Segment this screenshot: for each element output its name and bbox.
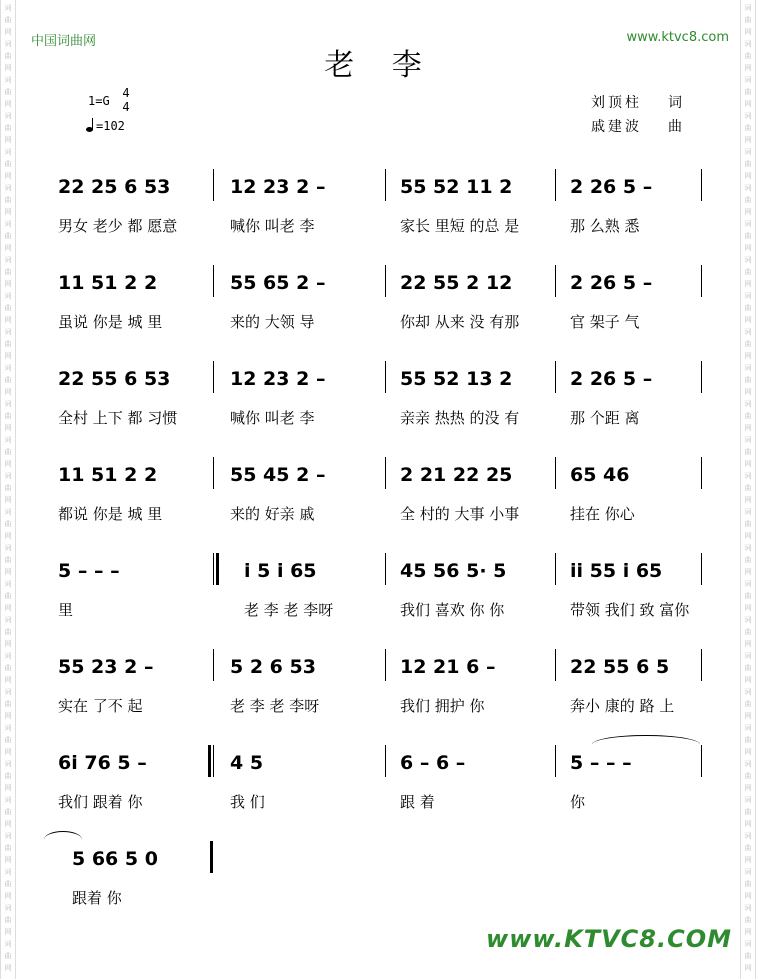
site-name-left[interactable]: 中国词曲网 — [31, 34, 97, 49]
measure-lyrics: 来的 大领 导 — [230, 313, 315, 331]
watermark-char: 网 — [744, 892, 752, 900]
watermark-char: 词 — [4, 40, 12, 48]
watermark-char: 网 — [744, 784, 752, 792]
measure-lyrics: 你 — [570, 793, 586, 811]
bar-line — [555, 649, 556, 681]
watermark-char: 曲 — [744, 52, 752, 60]
watermark-char: 曲 — [4, 520, 12, 528]
measure-notes: 55 23 2 – — [58, 656, 154, 678]
watermark-char: 网 — [4, 136, 12, 144]
bar-line — [555, 457, 556, 489]
watermark-char: 词 — [4, 580, 12, 588]
watermark-char: 网 — [4, 100, 12, 108]
measure-notes: 12 23 2 – — [230, 176, 326, 198]
watermark-char: 词 — [744, 220, 752, 228]
watermark-char: 曲 — [744, 340, 752, 348]
watermark-char: 网 — [744, 424, 752, 432]
measure-notes: 2 21 22 25 — [400, 464, 513, 486]
watermark-char: 曲 — [744, 124, 752, 132]
measure-lyrics: 喊你 叫老 李 — [230, 409, 315, 427]
measure-lyrics: 都说 你是 城 里 — [58, 505, 163, 523]
watermark-char: 词 — [744, 616, 752, 624]
watermark-char: 网 — [4, 712, 12, 720]
watermark-char: 曲 — [4, 196, 12, 204]
measure-lyrics: 我们 喜欢 你 你 — [400, 601, 505, 619]
measure-lyrics: 全村 上下 都 习惯 — [58, 409, 178, 427]
watermark-char: 网 — [744, 64, 752, 72]
tempo-marking — [86, 118, 125, 133]
right-watermark-strip — [740, 0, 756, 979]
watermark-char: 词 — [4, 508, 12, 516]
watermark-char: 曲 — [4, 736, 12, 744]
watermark-char: 曲 — [744, 196, 752, 204]
measure-notes: 12 21 6 – — [400, 656, 496, 678]
watermark-char: 曲 — [4, 916, 12, 924]
song-title: 老 李 — [324, 48, 436, 83]
watermark-char: 网 — [744, 316, 752, 324]
bar-line — [385, 745, 386, 777]
watermark-char: 曲 — [4, 700, 12, 708]
measure-lyrics: 官 架子 气 — [570, 313, 640, 331]
watermark-char: 曲 — [4, 88, 12, 96]
watermark-char: 曲 — [4, 592, 12, 600]
watermark-char: 词 — [4, 4, 12, 12]
watermark-char: 曲 — [4, 268, 12, 276]
bar-line — [555, 265, 556, 297]
watermark-char: 曲 — [744, 160, 752, 168]
bar-line — [213, 649, 214, 681]
measure-notes: 11 51 2 2 — [58, 464, 158, 486]
repeat-bar-line — [208, 745, 211, 777]
measure-notes: 22 55 6 5 — [570, 656, 670, 678]
watermark-char: 曲 — [4, 160, 12, 168]
measure-notes: 5 – – – — [570, 752, 632, 774]
measure-notes: 22 55 2 12 — [400, 272, 513, 294]
watermark-char: 网 — [4, 568, 12, 576]
watermark-char: 词 — [744, 184, 752, 192]
tie-arc — [44, 831, 82, 848]
watermark-char: 词 — [4, 220, 12, 228]
watermark-char: 词 — [4, 652, 12, 660]
lyricist-role: 词 — [668, 95, 682, 111]
watermark-char: 曲 — [744, 952, 752, 960]
site-logo[interactable] — [486, 925, 732, 953]
measure-lyrics: 挂在 你心 — [570, 505, 635, 523]
watermark-char: 词 — [4, 868, 12, 876]
measure-notes: 55 65 2 – — [230, 272, 326, 294]
watermark-char: 词 — [744, 4, 752, 12]
bar-line — [385, 649, 386, 681]
tie-arc — [592, 735, 700, 754]
watermark-char: 网 — [4, 676, 12, 684]
watermark-char: 词 — [4, 544, 12, 552]
measure-notes: 12 23 2 – — [230, 368, 326, 390]
watermark-char: 网 — [744, 856, 752, 864]
watermark-char: 词 — [4, 112, 12, 120]
watermark-char: 词 — [4, 940, 12, 948]
watermark-char: 网 — [4, 28, 12, 36]
watermark-char: 网 — [744, 712, 752, 720]
watermark-char: 网 — [4, 496, 12, 504]
watermark-char: 曲 — [4, 124, 12, 132]
watermark-char: 网 — [744, 820, 752, 828]
watermark-char: 曲 — [4, 448, 12, 456]
watermark-char: 网 — [744, 28, 752, 36]
watermark-char: 曲 — [744, 916, 752, 924]
watermark-char: 网 — [4, 748, 12, 756]
measure-lyrics: 跟着 你 — [72, 889, 122, 907]
watermark-char: 网 — [4, 316, 12, 324]
watermark-char: 网 — [4, 172, 12, 180]
bar-line — [701, 745, 702, 777]
watermark-char: 曲 — [744, 808, 752, 816]
measure-lyrics: 那 么熟 悉 — [570, 217, 640, 235]
watermark-char: 词 — [744, 148, 752, 156]
watermark-char: 网 — [744, 352, 752, 360]
lyricist-name: 刘顶柱 — [591, 95, 642, 111]
watermark-char: 曲 — [744, 448, 752, 456]
watermark-char: 曲 — [4, 952, 12, 960]
watermark-char: 词 — [4, 184, 12, 192]
watermark-char: 词 — [744, 400, 752, 408]
bar-line — [213, 745, 214, 777]
watermark-char: 曲 — [744, 268, 752, 276]
bar-line — [213, 457, 214, 489]
measure-notes: 5 – – – — [58, 560, 120, 582]
watermark-char: 曲 — [4, 772, 12, 780]
watermark-char: 曲 — [4, 628, 12, 636]
watermark-char: 曲 — [744, 736, 752, 744]
watermark-char: 词 — [744, 112, 752, 120]
measure-lyrics: 奔小 康的 路 上 — [570, 697, 675, 715]
watermark-char: 网 — [4, 640, 12, 648]
watermark-char: 曲 — [744, 484, 752, 492]
bar-line — [701, 361, 702, 393]
watermark-char: 曲 — [744, 664, 752, 672]
watermark-char: 网 — [4, 64, 12, 72]
measure-lyrics: 亲亲 热热 的没 有 — [400, 409, 520, 427]
watermark-char: 词 — [4, 796, 12, 804]
watermark-char: 词 — [4, 148, 12, 156]
watermark-char: 曲 — [744, 412, 752, 420]
watermark-char: 曲 — [744, 844, 752, 852]
time-signature-bottom: 4 — [122, 100, 130, 114]
bar-line — [213, 265, 214, 297]
watermark-char: 网 — [744, 532, 752, 540]
left-watermark-strip — [0, 0, 16, 979]
watermark-char: 网 — [744, 964, 752, 972]
watermark-char: 词 — [744, 832, 752, 840]
watermark-char: 词 — [744, 40, 752, 48]
watermark-char: 网 — [4, 856, 12, 864]
watermark-char: 曲 — [4, 376, 12, 384]
watermark-char: 网 — [4, 280, 12, 288]
watermark-char: 曲 — [4, 52, 12, 60]
key-signature: 1=G — [88, 94, 110, 108]
watermark-char: 曲 — [744, 304, 752, 312]
watermark-char: 曲 — [744, 88, 752, 96]
watermark-char: 词 — [744, 868, 752, 876]
measure-notes: 2 26 5 – — [570, 176, 653, 198]
watermark-char: 网 — [4, 424, 12, 432]
watermark-char: 网 — [744, 748, 752, 756]
watermark-char: 曲 — [744, 16, 752, 24]
bar-line — [701, 457, 702, 489]
watermark-char: 曲 — [4, 844, 12, 852]
watermark-char: 网 — [744, 172, 752, 180]
watermark-char: 网 — [744, 244, 752, 252]
watermark-char: 曲 — [4, 880, 12, 888]
watermark-char: 词 — [4, 292, 12, 300]
watermark-char: 网 — [744, 676, 752, 684]
watermark-char: 词 — [744, 328, 752, 336]
watermark-char: 网 — [744, 280, 752, 288]
bar-line — [385, 169, 386, 201]
watermark-char: 词 — [744, 256, 752, 264]
measure-lyrics: 带领 我们 致 富你 — [570, 601, 690, 619]
bar-line — [701, 553, 702, 585]
measure-notes: 6 – 6 – — [400, 752, 466, 774]
watermark-char: 词 — [744, 472, 752, 480]
composer-name: 戚建波 — [591, 119, 642, 135]
watermark-char: 词 — [744, 292, 752, 300]
measure-notes: 2 26 5 – — [570, 272, 653, 294]
watermark-char: 网 — [744, 208, 752, 216]
watermark-char: 词 — [744, 760, 752, 768]
watermark-char: 网 — [744, 604, 752, 612]
measure-lyrics: 老 李 老 李呀 — [230, 697, 320, 715]
watermark-char: 词 — [744, 436, 752, 444]
measure-notes: ii 55 i 65 — [570, 560, 663, 582]
measure-lyrics: 来的 好亲 戚 — [230, 505, 315, 523]
watermark-char: 词 — [4, 400, 12, 408]
measure-notes: 55 45 2 – — [230, 464, 326, 486]
watermark-char: 曲 — [744, 232, 752, 240]
watermark-char: 曲 — [4, 304, 12, 312]
measure-notes: 45 56 5· 5 — [400, 560, 507, 582]
bar-line — [213, 553, 214, 585]
watermark-char: 词 — [744, 796, 752, 804]
watermark-char: 曲 — [4, 412, 12, 420]
watermark-char: 词 — [744, 580, 752, 588]
watermark-char: 网 — [744, 136, 752, 144]
measure-lyrics: 那 个距 离 — [570, 409, 640, 427]
watermark-char: 曲 — [4, 484, 12, 492]
watermark-char: 网 — [744, 640, 752, 648]
watermark-char: 词 — [744, 904, 752, 912]
watermark-char: 网 — [4, 532, 12, 540]
bar-line — [385, 457, 386, 489]
watermark-char: 词 — [744, 76, 752, 84]
measure-lyrics: 我 们 — [230, 793, 265, 811]
watermark-char: 曲 — [744, 772, 752, 780]
watermark-char: 网 — [4, 820, 12, 828]
watermark-char: 网 — [744, 100, 752, 108]
watermark-char: 词 — [4, 472, 12, 480]
watermark-char: 词 — [4, 256, 12, 264]
watermark-char: 词 — [4, 832, 12, 840]
measure-lyrics: 实在 了不 起 — [58, 697, 143, 715]
watermark-char: 曲 — [744, 376, 752, 384]
bar-line — [385, 553, 386, 585]
watermark-char: 词 — [4, 904, 12, 912]
watermark-char: 网 — [4, 928, 12, 936]
logo-text: www.KTVC8.COM — [486, 925, 732, 953]
measure-lyrics: 我们 拥护 你 — [400, 697, 485, 715]
watermark-char: 网 — [744, 568, 752, 576]
measure-notes: 2 26 5 – — [570, 368, 653, 390]
watermark-char: 网 — [4, 388, 12, 396]
watermark-char: 网 — [4, 460, 12, 468]
measure-notes: i 5 i 65 — [244, 560, 317, 582]
repeat-bar-line — [216, 553, 219, 585]
measure-notes: 5 66 5 0 — [72, 848, 158, 870]
watermark-char: 词 — [744, 544, 752, 552]
watermark-char: 网 — [4, 244, 12, 252]
measure-lyrics: 家长 里短 的总 是 — [400, 217, 520, 235]
watermark-char: 词 — [4, 724, 12, 732]
watermark-char: 词 — [744, 652, 752, 660]
bar-line — [210, 841, 213, 873]
watermark-char: 网 — [4, 604, 12, 612]
measure-notes: 55 52 13 2 — [400, 368, 513, 390]
watermark-char: 词 — [744, 364, 752, 372]
time-signature-top: 4 — [122, 86, 130, 100]
watermark-char: 曲 — [744, 880, 752, 888]
bar-line — [701, 649, 702, 681]
measure-lyrics: 虽说 你是 城 里 — [58, 313, 163, 331]
watermark-char: 网 — [744, 496, 752, 504]
bar-line — [385, 361, 386, 393]
watermark-char: 曲 — [4, 808, 12, 816]
watermark-char: 网 — [4, 352, 12, 360]
watermark-char: 词 — [4, 328, 12, 336]
watermark-char: 词 — [744, 508, 752, 516]
bar-line — [701, 169, 702, 201]
bar-line — [555, 553, 556, 585]
bar-line — [213, 361, 214, 393]
watermark-char: 词 — [744, 940, 752, 948]
time-signature — [120, 86, 132, 114]
watermark-char: 曲 — [4, 16, 12, 24]
tempo-value: =102 — [96, 119, 125, 133]
watermark-char: 词 — [4, 616, 12, 624]
bar-line — [555, 361, 556, 393]
measure-lyrics: 喊你 叫老 李 — [230, 217, 315, 235]
watermark-char: 网 — [4, 784, 12, 792]
measure-lyrics: 里 — [58, 601, 74, 619]
measure-notes: 65 46 — [570, 464, 630, 486]
measure-lyrics: 跟 着 — [400, 793, 435, 811]
watermark-char: 词 — [4, 364, 12, 372]
watermark-char: 词 — [744, 724, 752, 732]
watermark-char: 曲 — [744, 628, 752, 636]
watermark-char: 曲 — [744, 700, 752, 708]
watermark-char: 网 — [744, 388, 752, 396]
measure-lyrics: 我们 跟着 你 — [58, 793, 143, 811]
watermark-char: 网 — [4, 208, 12, 216]
watermark-char: 词 — [744, 688, 752, 696]
measure-lyrics: 老 李 老 李呀 — [244, 601, 334, 619]
watermark-char: 曲 — [744, 592, 752, 600]
bar-line — [555, 169, 556, 201]
bar-line — [555, 745, 556, 777]
bar-line — [701, 265, 702, 297]
watermark-char: 曲 — [744, 556, 752, 564]
measure-lyrics: 男女 老少 都 愿意 — [58, 217, 178, 235]
watermark-char: 曲 — [4, 232, 12, 240]
watermark-char: 网 — [4, 964, 12, 972]
watermark-char: 词 — [4, 436, 12, 444]
measure-notes: 4 5 — [230, 752, 264, 774]
measure-notes: 5 2 6 53 — [230, 656, 316, 678]
watermark-char: 网 — [744, 460, 752, 468]
watermark-char: 网 — [744, 928, 752, 936]
watermark-char: 词 — [4, 76, 12, 84]
measure-notes: 22 25 6 53 — [58, 176, 171, 198]
quarter-note-icon — [86, 118, 96, 132]
measure-notes: 55 52 11 2 — [400, 176, 513, 198]
watermark-char: 词 — [4, 760, 12, 768]
bar-line — [385, 265, 386, 297]
measure-notes: 22 55 6 53 — [58, 368, 171, 390]
watermark-char: 曲 — [4, 556, 12, 564]
measure-lyrics: 全 村的 大事 小事 — [400, 505, 520, 523]
measure-lyrics: 你却 从来 没 有那 — [400, 313, 520, 331]
measure-notes: 11 51 2 2 — [58, 272, 158, 294]
watermark-char: 曲 — [4, 664, 12, 672]
watermark-char: 曲 — [4, 340, 12, 348]
watermark-char: 曲 — [744, 520, 752, 528]
bar-line — [213, 169, 214, 201]
measure-notes: 6i 76 5 – — [58, 752, 147, 774]
watermark-char: 词 — [4, 688, 12, 696]
watermark-char: 网 — [4, 892, 12, 900]
composer-role: 曲 — [668, 119, 682, 135]
site-url-right[interactable]: www.ktvc8.com — [626, 30, 729, 45]
